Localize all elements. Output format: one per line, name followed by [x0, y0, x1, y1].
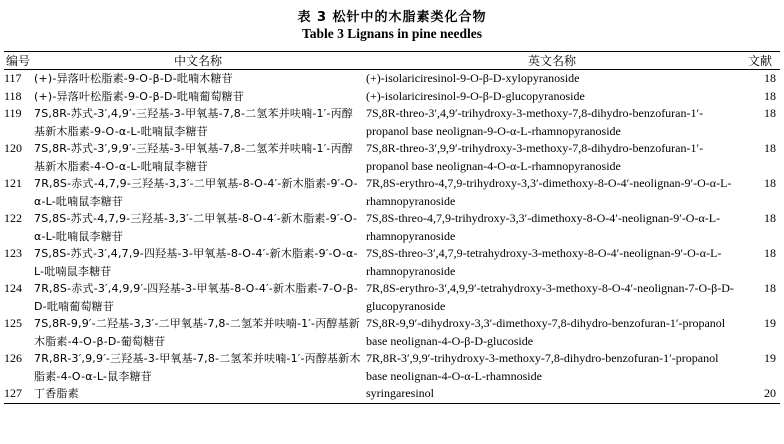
reference-number: 19: [764, 316, 776, 330]
compound-number: 125: [4, 316, 22, 330]
compound-name-cn: 丁香脂素: [34, 387, 79, 400]
compound-name-en: 7S,8R-threo-3′,9,9′-trihydroxy-3-methoxy-7,8-dihydro-benzofuran-1′-propanol base neolignan-4-O-α-L-rhamnopyranoside: [366, 141, 704, 173]
compound-number: 121: [4, 176, 22, 190]
table-row: [4, 140, 780, 175]
compound-name-en: 7S,8S-threo-4,7,9-trihydroxy-3,3′-dimethoxy-8-O-4′-neolignan-9′-O-α-L-rhamnopyranoside: [366, 211, 721, 243]
compound-name-en: (+)-isolariciresinol-9-O-β-D-xylopyranoside: [366, 71, 580, 85]
table-row: [4, 105, 780, 140]
compound-number: 117: [4, 71, 22, 85]
compound-number: 122: [4, 211, 22, 225]
compound-number: 124: [4, 281, 22, 295]
compound-name-cn: 7S,8R-苏式-3′,4,9′-三羟基-3-甲氧基-7,8-二氢苯并呋喃-1′-丙醇基新木脂素-9-O-α-L-吡喃鼠李糖苷: [34, 107, 353, 138]
table-row: [4, 280, 780, 315]
compound-name-cn: 7R,8R-3′,9,9′-三羟基-3-甲氧基-7,8-二氢苯并呋喃-1′-丙醇基新木脂素-4-O-α-L-鼠李糖苷: [34, 352, 361, 383]
reference-number: 18: [764, 106, 776, 120]
compound-name-en: 7R,8S-erythro-3′,4,9,9′-tetrahydroxy-3-methoxy-8-O-4′-neolignan-7-O-β-D-glucopyranoside: [366, 281, 734, 313]
reference-number: 18: [764, 281, 776, 295]
compound-name-en: 7S,8S-threo-3′,4,7,9-tetrahydroxy-3-methoxy-8-O-4′-neolignan-9′-O-α-L-rhamnopyranoside: [366, 246, 722, 278]
compound-number: 126: [4, 351, 22, 365]
header-en-name: 英文名称: [527, 54, 576, 68]
compound-name-cn: (+)-异落叶松脂素-9-O-β-D-吡喃木糖苷: [34, 72, 233, 85]
compound-name-cn: 7R,8S-赤式-4,7,9-三羟基-3,3′-二甲氧基-8-O-4′-新木脂素-9′-O-α-L-吡喃鼠李糖苷: [34, 177, 358, 208]
table-row: [4, 385, 780, 403]
compound-name-cn: 7S,8S-苏式-3′,4,7,9-四羟基-3-甲氧基-8-O-4′-新木脂素-9′-O-α-L-吡喃鼠李糖苷: [34, 247, 358, 278]
compound-number: 127: [4, 386, 22, 400]
table-caption-en: Table 3 Lignans in pine needles: [302, 26, 482, 41]
reference-number: 18: [764, 141, 776, 155]
table-row: [4, 175, 780, 210]
reference-number: 18: [764, 88, 776, 103]
lignans-table: [4, 51, 780, 404]
table-header-row: [4, 52, 780, 70]
header-cn-name: 中文名称: [173, 54, 222, 68]
compound-name-en: syringaresinol: [366, 386, 434, 400]
compound-name-en: 7S,8R-threo-3′,4,9′-trihydroxy-3-methoxy-7,8-dihydro-benzofuran-1′-propanol base neolignan-9-O-α-L-rhamnopyranoside: [366, 106, 704, 138]
compound-name-en: 7S,8R-9,9′-dihydroxy-3,3′-dimethoxy-7,8-dihydro-benzofuran-1′-propanol base neolignan-4-O-β-D-glucoside: [366, 316, 726, 348]
table-row: [4, 210, 780, 245]
reference-number: 18: [764, 246, 776, 260]
table-row: [4, 245, 780, 280]
table-body: [4, 70, 780, 404]
compound-name-cn: 7S,8R-9,9′-二羟基-3,3′-二甲氧基-7,8-二氢苯并呋喃-1′-丙醇基新木脂素-4-O-β-D-葡萄糖苷: [34, 317, 360, 348]
compound-number: 120: [4, 141, 22, 155]
compound-name-cn: (+)-异落叶松脂素-9-O-β-D-吡喃葡萄糖苷: [34, 89, 245, 103]
reference-number: 19: [764, 351, 776, 365]
compound-number: 118: [4, 88, 22, 103]
compound-name-cn: 7R,8S-赤式-3′,4,9,9′-四羟基-3-甲氧基-8-O-4′-新木脂素-7-O-β-D-吡喃葡萄糖苷: [34, 282, 359, 313]
table-row: [4, 350, 780, 385]
table-row: [4, 70, 780, 88]
compound-number: 123: [4, 246, 22, 260]
table-row: [4, 88, 780, 106]
table-row: [4, 315, 780, 350]
compound-name-cn: 7S,8S-苏式-4,7,9-三羟基-3,3′-二甲氧基-8-O-4′-新木脂素-9′-O-α-L-吡喃鼠李糖苷: [34, 212, 358, 243]
compound-name-cn: 7S,8R-苏式-3′,9,9′-三羟基-3-甲氧基-7,8-二氢苯并呋喃-1′-丙醇基新木脂素-4-O-α-L-吡喃鼠李糖苷: [34, 142, 353, 173]
reference-number: 18: [764, 71, 776, 85]
header-num: 编号: [5, 54, 30, 68]
reference-number: 18: [764, 176, 776, 190]
reference-number: 20: [764, 386, 776, 400]
reference-number: 18: [764, 211, 776, 225]
table-caption-cn: 表 3 松针中的木脂素类化合物: [297, 10, 487, 25]
compound-name-en: 7R,8R-3′,9,9′-trihydroxy-3-methoxy-7,8-dihydro-benzofuran-1′-propanol base neolignan-4-O-α-L-rhamnoside: [366, 351, 719, 383]
compound-number: 119: [4, 106, 22, 120]
compound-name-en: (+)-isolariciresinol-9-O-β-D-glucopyranoside: [366, 88, 585, 103]
header-ref: 文献: [747, 54, 772, 68]
compound-name-en: 7R,8S-erythro-4,7,9-trihydroxy-3,3′-dimethoxy-8-O-4′-neolignan-9′-O-α-L-rhamnopyranoside: [366, 176, 732, 208]
